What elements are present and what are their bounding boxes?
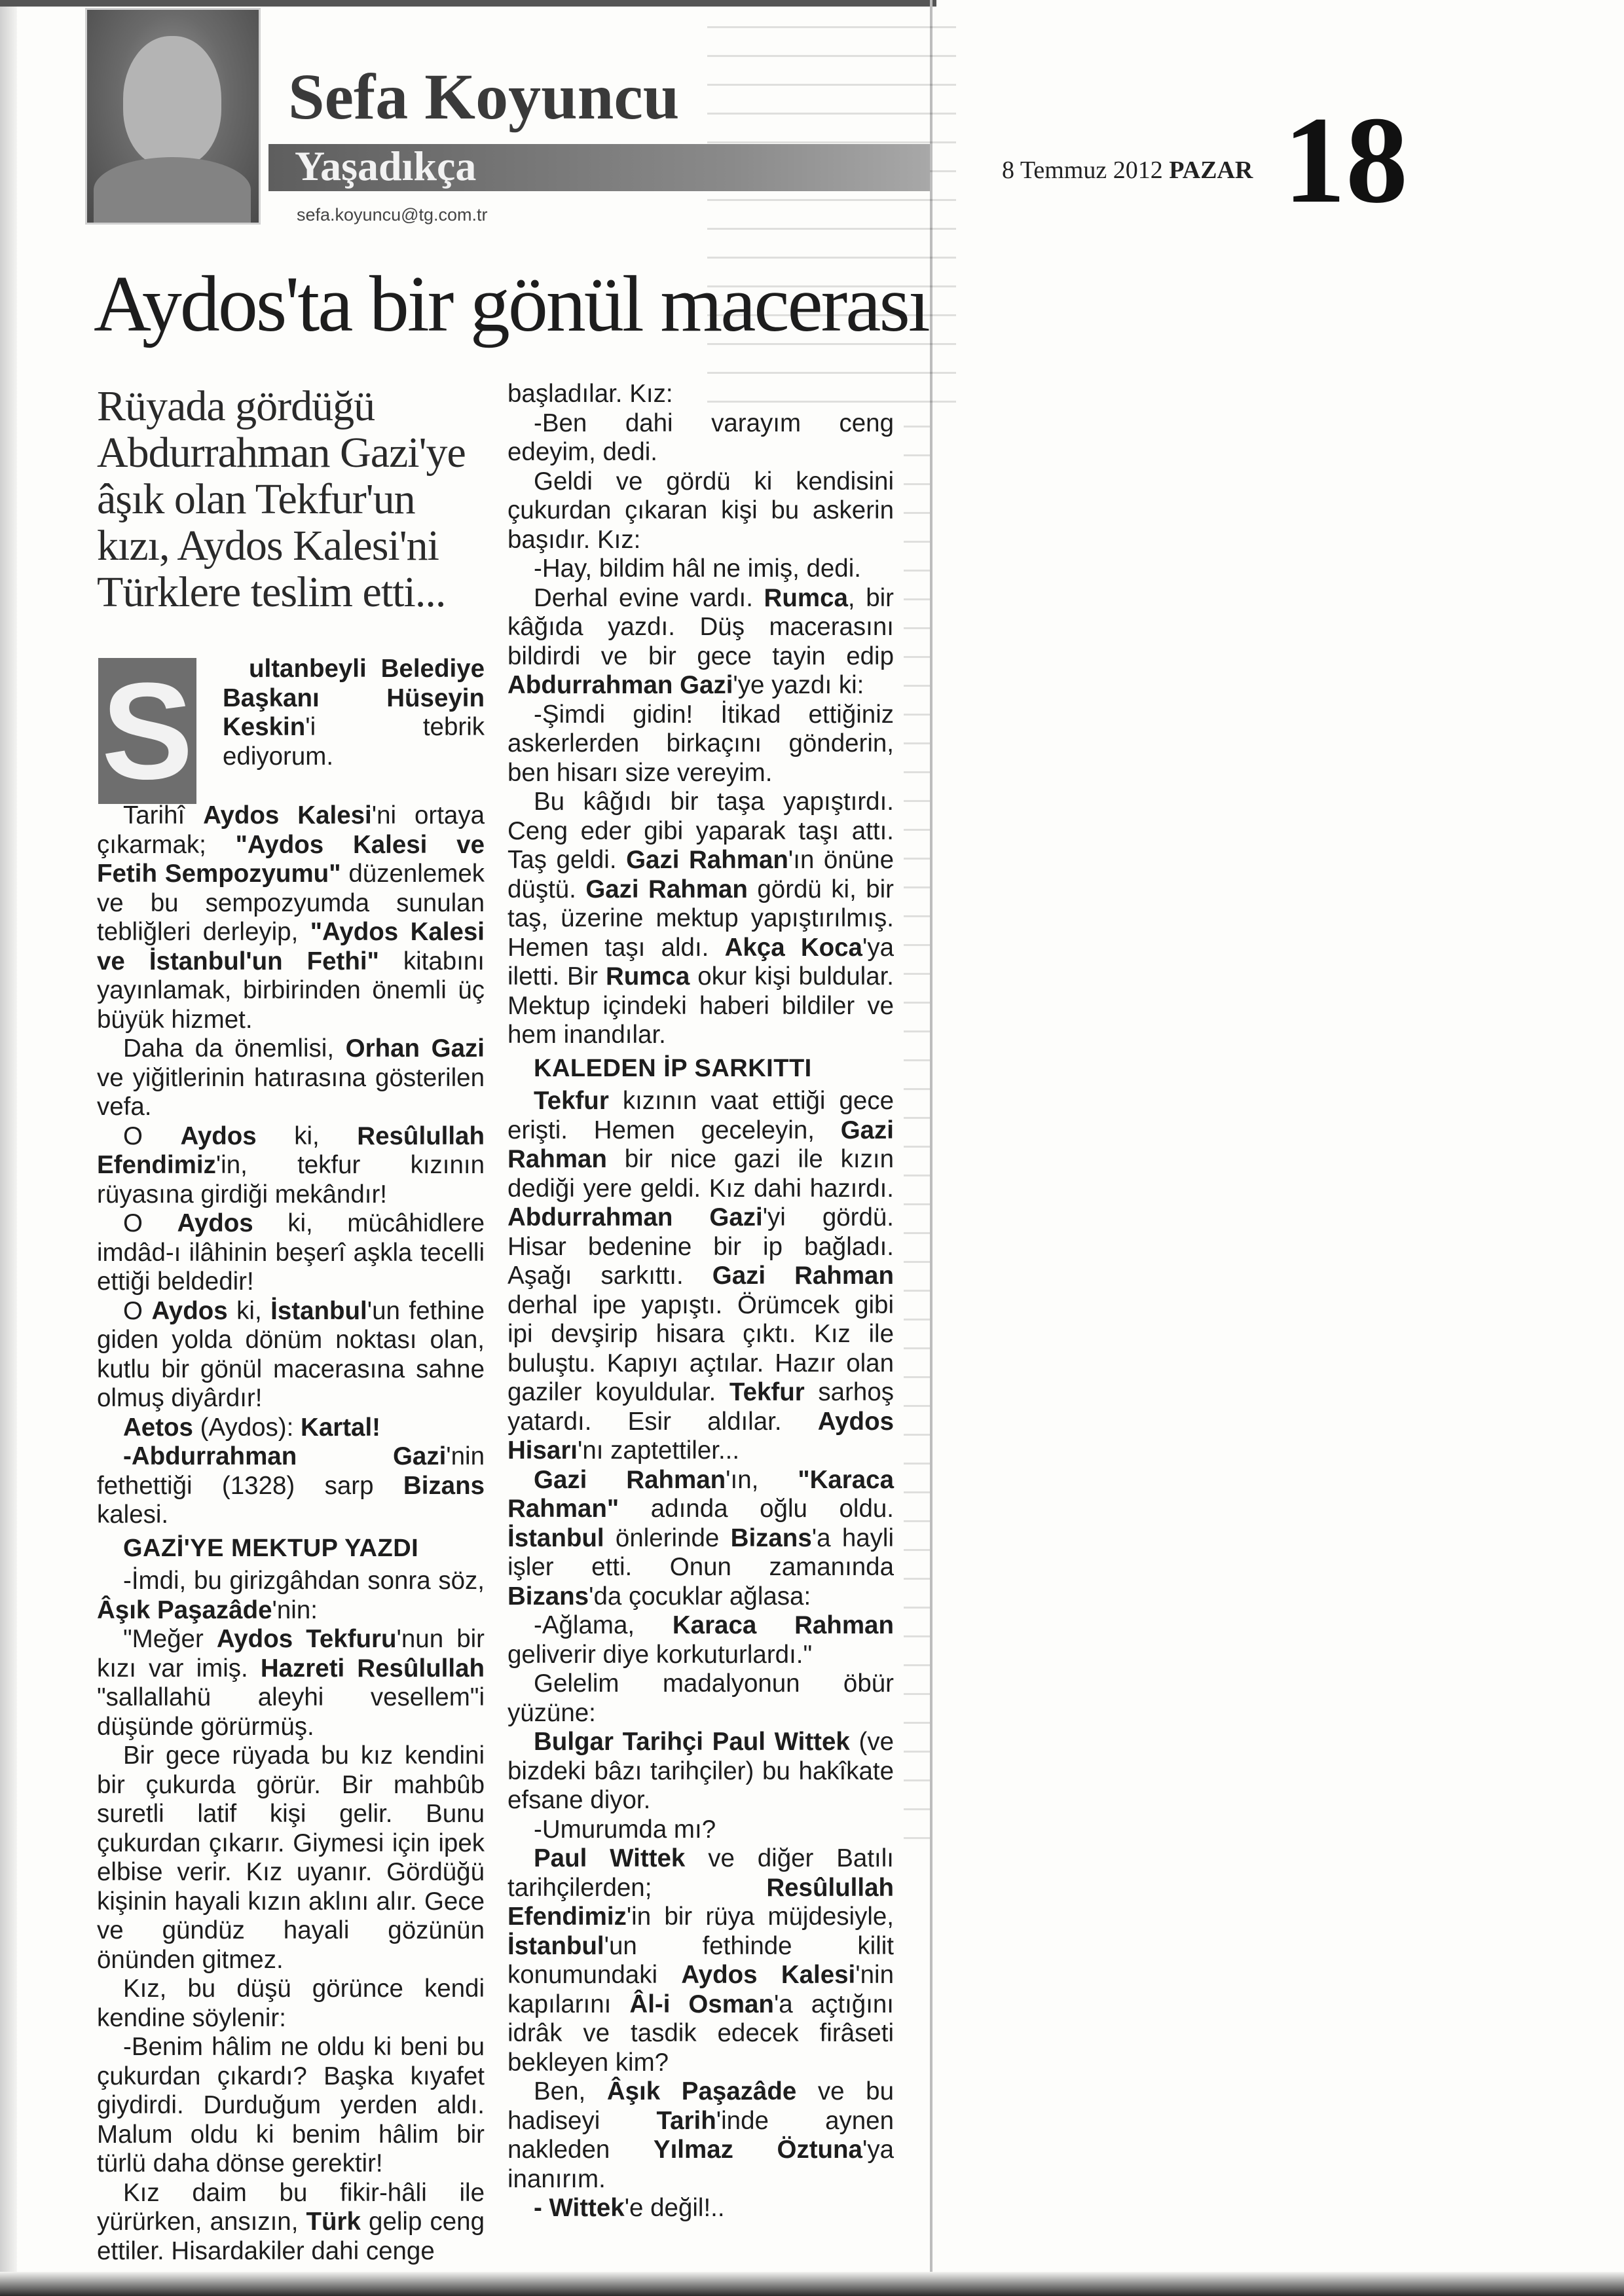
bold-text: Karaca Rahman <box>672 1611 894 1639</box>
issue-day: PAZAR <box>1169 156 1253 184</box>
paragraph: Bu kâğıdı bir taşa yapıştırdı. Ceng eder gibi yaparak taşı attı. Taş geldi. Gazi Rahman'ın önüne düştü. Gazi Rahman gördü ki, bir taş, üzerine mektup yapıştırılmış. Hemen taşı aldı. Akça Koca'ya iletti. Bir Rumca okur kişi buldular. Mektup içindeki haberi bildiler ve hem inandılar. <box>507 788 895 1049</box>
bold-text: Resûlullah Efendimiz <box>507 1873 894 1931</box>
paragraph: Gazi Rahman'ın, "Karaca Rahman" adında oğlu oldu. İstanbul önlerinde Bizans'a hayli işler etti. Onun zamanında Bizans'da çocuklar ağlasa: <box>507 1465 894 1611</box>
scan-edge-left <box>0 0 17 2296</box>
bold-text: Bizans <box>730 1523 812 1552</box>
author-email[interactable]: sefa.koyuncu@tg.com.tr <box>297 205 488 225</box>
bold-text: Türk <box>306 2208 361 2236</box>
bold-text: Akça Koca <box>724 933 862 962</box>
column-right <box>507 380 894 2223</box>
author-name: Sefa Koyuncu <box>288 60 680 133</box>
bold-text: Aydos Hisarı <box>507 1407 894 1465</box>
bold-text: Bizans <box>507 1582 589 1611</box>
paragraph: O Aydos ki, Resûlullah Efendimiz'in, tekfur kızının rüyasına girdiği mekândır! <box>97 1121 485 1209</box>
paragraph: O Aydos ki, mücâhidlere imdâd-ı ilâhinin beşerî aşkla tecelli ettiği beldedir! <box>97 1209 485 1296</box>
paragraph: Ben, Âşık Paşazâde ve bu hadiseyi Tarih'inde aynen nakleden Yılmaz Öztuna'ya inanırım. <box>507 2077 894 2193</box>
author-photo <box>85 8 261 225</box>
scan-edge-bottom <box>0 2272 1624 2296</box>
bold-text: Aydos <box>177 1209 253 1237</box>
bold-text: İstanbul <box>507 1523 604 1552</box>
bold-text: Aydos <box>151 1296 228 1325</box>
column-left <box>97 801 485 2266</box>
bold-text: Aydos Kalesi <box>203 801 372 829</box>
bold-text: Orhan Gazi <box>345 1034 485 1063</box>
paragraph: -İmdi, bu girizgâhdan sonra söz, Âşık Paşazâde'nin: <box>97 1567 485 1624</box>
bold-text: "Aydos Kalesi ve İstanbul'un Fethi" <box>97 918 485 975</box>
paragraph: Geldi ve gördü ki kendisini çukurdan çıkaran kişi bu askerin başıdır. Kız: <box>507 467 894 554</box>
paragraph: -Hay, bildim hâl ne imiş, dedi. <box>534 555 861 583</box>
paragraph: ultanbeyli Belediye Başkanı Hüseyin Keskin'i tebrik ediyorum. <box>223 655 485 771</box>
bold-text: "Aydos Kalesi ve Fetih Sempozyumu" <box>97 830 485 888</box>
bold-text: Âl-i Osman <box>629 1990 774 2018</box>
bold-text: Âşık Paşazâde <box>97 1595 272 1624</box>
bold-text: Aydos <box>180 1121 257 1150</box>
bold-text: Aetos <box>123 1413 193 1442</box>
author-shoulders <box>94 157 251 223</box>
bleed-through-right <box>904 426 930 1866</box>
paragraph: "Meğer Aydos Tekfuru'nun bir kızı var imiş. Hazreti Resûlullah "sallallahü aleyhi vesellem"i düşünde görürmüş. <box>97 1625 485 1741</box>
paragraph: Tarihî Aydos Kalesi'ni ortaya çıkarmak; "Aydos Kalesi ve Fetih Sempozyumu" düzenlemek ve bu sempozyumda sunulan tebliğleri derleyip, "Aydos Kalesi ve İstanbul'un Fethi" kitabını yayınlamak, birbirinden önemli üç büyük hizmet. <box>97 801 485 1034</box>
series-title: Yaşadıkça <box>295 143 477 189</box>
article-lead: Rüyada gördüğü Abdurrahman Gazi'ye âşık olan Tekfur'un kızı, Aydos Kalesi'ni Türklere teslim etti... <box>97 382 466 616</box>
bleed-through-top <box>707 26 956 419</box>
article-headline: Aydos'ta bir gönül macerası <box>94 260 929 348</box>
paragraph: -Ben dahi varayım ceng edeyim, dedi. <box>507 409 894 466</box>
bold-text: Resûlullah Efendimiz <box>97 1121 485 1179</box>
paragraph: Kız, bu düşü görünce kendi kendine söylenir: <box>97 1975 485 2032</box>
bold-text: Tarih <box>656 2106 716 2135</box>
paragraph: Gelelim madalyonun öbür yüzüne: <box>507 1669 894 1727</box>
bold-text: Gazi Rahman <box>626 846 788 874</box>
bold-text: Paul Wittek <box>534 1844 686 1872</box>
bold-text: İstanbul <box>507 1931 604 1960</box>
column-left-top <box>223 655 485 771</box>
issue-date-text: 8 Temmuz 2012 <box>1002 156 1163 184</box>
bold-text: Gazi Rahman <box>585 875 748 903</box>
bold-text: Rumca <box>605 962 690 991</box>
bold-text: Gazi Rahman <box>507 1116 894 1173</box>
paragraph: -Benim hâlim ne oldu ki beni bu çukurdan çıkardı? Başka kıyafet giydirdi. Durduğum yerden aldı. Malum oldu ki benim hâlim bir türlü daha dönse gerektir! <box>97 2033 485 2178</box>
bold-text: Tekfur <box>534 1087 609 1115</box>
paragraph: Bulgar Tarihçi Paul Wittek (ve bizdeki bâzı tarihçiler) bu hakîkate efsane diyor. <box>507 1728 894 1814</box>
bold-text: Tekfur <box>729 1378 805 1406</box>
subheading: KALEDEN İP SARKITTI <box>534 1054 812 1082</box>
bold-text: Bizans <box>403 1471 485 1500</box>
bold-text: Gazi Rahman <box>712 1262 894 1290</box>
bold-text: Aydos Kalesi <box>681 1961 856 1989</box>
bold-text: -Abdurrahman Gazi <box>123 1442 447 1470</box>
bold-text: Gazi Rahman <box>534 1465 726 1494</box>
bold-text: "Karaca Rahman" <box>507 1465 894 1523</box>
paragraph: Kız daim bu fikir-hâli ile yürürken, ansızın, Türk gelip ceng ettiler. Hisardakiler dahi cenge <box>97 2178 485 2265</box>
bold-text: Hazreti Resûlullah <box>260 1654 485 1683</box>
bold-text: Abdurrahman Gazi <box>507 1203 763 1231</box>
paragraph: -Ağlama, Karaca Rahman geliverir diye korkuturlardı." <box>507 1611 894 1669</box>
paragraph: Aetos (Aydos): Kartal! <box>123 1413 380 1442</box>
author-face <box>123 36 221 167</box>
paragraph: başladılar. Kız: <box>507 380 673 408</box>
bold-text: Rumca <box>764 583 848 612</box>
paragraph: -Şimdi gidin! İtikad ettiğiniz askerlerden birkaçını gönderin, ben hisarı size vereyim. <box>507 700 894 787</box>
bold-text: - Wittek <box>534 2194 625 2222</box>
bold-text: Aydos Tekfuru <box>216 1625 397 1653</box>
bold-text: Yılmaz Öztuna <box>653 2136 862 2164</box>
paragraph: - Wittek'e değil!.. <box>534 2194 725 2222</box>
paragraph: O Aydos ki, İstanbul'un fethine giden yolda dönüm noktası olan, kutlu bir gönül macerasına sahne olmuş diyârdır! <box>97 1296 485 1412</box>
bold-text: İstanbul <box>270 1296 367 1325</box>
bold-text: Bulgar Tarihçi Paul Wittek <box>534 1728 850 1756</box>
paragraph: -Abdurrahman Gazi'nin fethettiği (1328) sarp Bizans kalesi. <box>97 1442 485 1529</box>
bold-text: Abdurrahman Gazi <box>507 671 733 699</box>
paragraph: Paul Wittek ve diğer Batılı tarihçilerden; Resûlullah Efendimiz'in bir rüya müjdesiyle, İstanbul'un fethinde kilit konumundaki Aydos Kalesi'nin kapılarını Âl-i Osman'a açtığını idrâk ve tasdik edecek firâseti bekleyen kim? <box>507 1844 895 2077</box>
page-number: 18 <box>1283 92 1408 229</box>
bold-text: ultanbeyli Belediye Başkanı Hüseyin Keskin <box>223 655 485 741</box>
paragraph: Daha da önemlisi, Orhan Gazi ve yiğitlerinin hatırasına gösterilen vefa. <box>97 1034 485 1121</box>
subheading: GAZİ'YE MEKTUP YAZDI <box>123 1534 419 1562</box>
bold-text: Kartal! <box>301 1413 380 1442</box>
bold-text: Âşık Paşazâde <box>606 2077 797 2105</box>
paragraph: -Umurumda mı? <box>534 1815 716 1844</box>
paragraph: Tekfur kızının vaat ettiği gece erişti. Hemen geceleyin, Gazi Rahman bir nice gazi ile kızın dediği yere geldi. Kız dahi hazırdı. Abdurrahman Gazi'yi gördü. Hisar bedenine bir ip bağladı. Aşağı sarkıttı. Gazi Rahman derhal ipe yapıştı. Örümcek gibi ipi devşirip hisara çıktı. Kız ile buluştu. Kapıyı açtılar. Hazır olan gaziler koyuldular. Tekfur sarhoş yatardı. Esir aldılar. Aydos Hisarı'nı zaptettiler... <box>507 1087 894 1465</box>
drop-cap: S <box>98 658 196 804</box>
scan-edge-top <box>0 0 936 7</box>
paragraph: Bir gece rüyada bu kız kendini bir çukurda görür. Bir mahbûb suretli latif kişi gelir. Bunu çukurdan çıkarır. Giymesi için ipek elbise verir. Kız uyanır. Gördüğü kişinin hayali kızın aklını alır. Gece ve gündüz hayali gözünün önünden gitmez. <box>97 1741 485 1974</box>
issue-date <box>1002 156 1253 185</box>
paragraph: Derhal evine vardı. Rumca, bir kâğıda yazdı. Düş macerasını bildirdi ve bir gece tayin edip Abdurrahman Gazi'ye yazdı ki: <box>507 583 894 699</box>
